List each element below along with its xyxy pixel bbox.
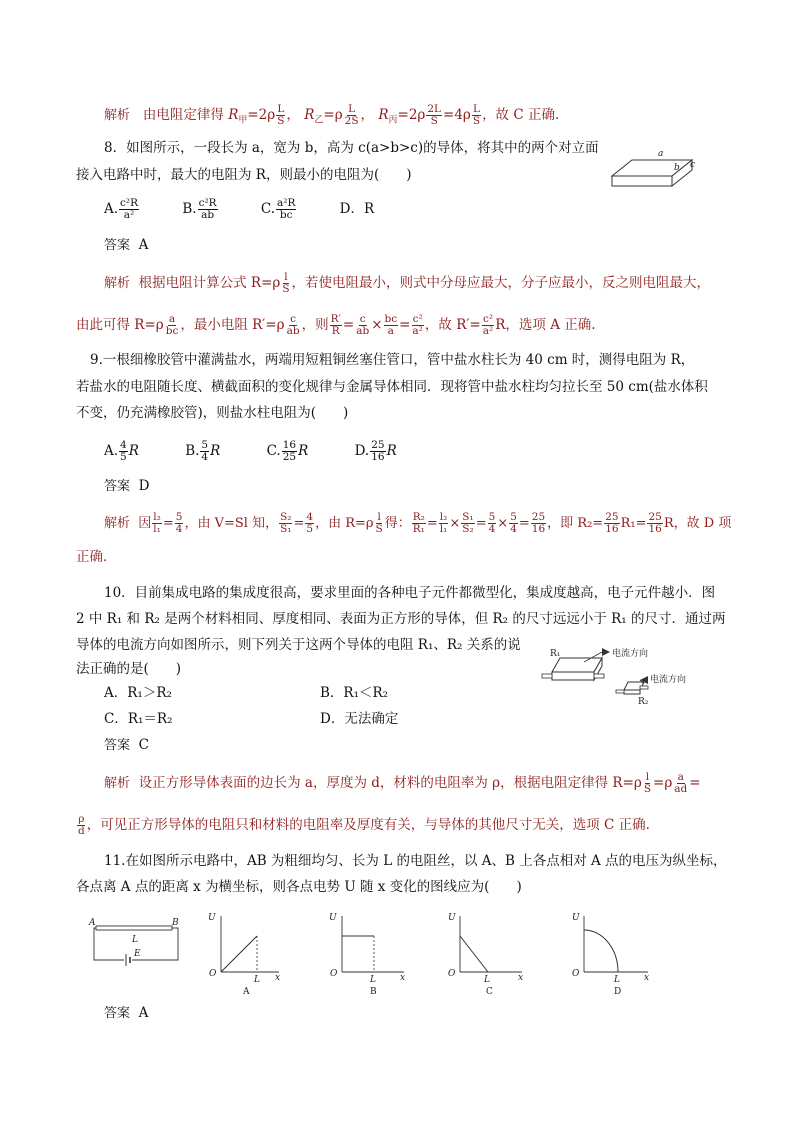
option-d[interactable]: D. $\frac{25}{16}$ R (354, 439, 397, 463)
q9-stem-line-1: 9.一根细橡胶管中灌满盐水，两端用短粗铜丝塞住管口，管中盐水柱长为 40 cm 时，测得电阻为 R， (90, 352, 695, 368)
label-direction-2: 电流方向 (650, 675, 687, 685)
q9-stem-line-2: 若盐水的电阻随长度、横截面积的变化规律与金属导体相同．现将管中盐水柱均匀拉长至 50 cm(盐水体积 (76, 379, 708, 395)
q8-stem-line-2: 接入电路中时，最大的电阻为 R，则最小的电阻为( ) (76, 167, 412, 183)
q10-option-a[interactable]: A．R₁＞R₂ (104, 685, 172, 701)
svg-text:O: O (448, 969, 456, 979)
q9-options (104, 440, 397, 463)
explanation-label: 解析 (104, 108, 131, 123)
option-b[interactable]: B. $\frac{5}{4}$ R (185, 439, 221, 463)
svg-text:O: O (209, 969, 217, 979)
option-c[interactable]: C. $\frac{\text{a²R}}{bc}$ (260, 197, 296, 221)
fraction: $\frac{L}{2S}$ (344, 103, 359, 127)
label-r2: R₂ (638, 697, 649, 707)
q11-stem-line-2: 各点离 A 点的距离 x 为横坐标，则各点电势 U 随 x 变化的图线应为( ) (76, 879, 522, 895)
svg-text:L: L (370, 975, 376, 985)
q11-answer: 答案 A (104, 1005, 149, 1021)
fraction: $\frac{2L}{S}$ (427, 103, 442, 127)
svg-text:U: U (208, 913, 216, 923)
q9-explanation-line-1: 解析 因 $\frac{\text{l₂}}{\text{l₁}}$ = $\frac{5}{4}$ ，由 V=Sl 知， $\frac{\text{S₂}}{\text{S₁}}$ = $\frac{4}{5}$ ，由 R=ρ $\frac{l}{S}$ 得： $\frac{\text{R₂}}{\text{R₁}}$ = $\frac{\text{l₂}}{\text{l₁}}$ × $\frac{\text{S₁}}{\text{S₂}}$ = $\frac{5}{4}$ × $\frac{5}{4}$ = $\frac{25}{16}$ ，即 R₂= $\frac{25}{16}$ R₁= $\frac{25}{16}$ R，故 D 项 (104, 511, 732, 535)
label-L: L (132, 935, 138, 945)
option-c[interactable]: C. $\frac{16}{25}$ R (266, 439, 309, 463)
label-direction-1: 电流方向 (612, 649, 649, 659)
q11-graph-a[interactable] (205, 910, 285, 996)
q11-graph-d[interactable] (570, 910, 660, 996)
svg-text:x: x (275, 973, 281, 983)
q10-explanation-line-2: $\frac{\rho}{d}$ ，可见正方形导体的电阻只和材料的电阻率及厚度有关，与导体的其他尺寸无关，选项 C 正确. (78, 813, 650, 837)
q10-stem-line-2: 2 中 R₁ 和 R₂ 是两个材料相同、厚度相同、表面为正方形的导体，但 R₂ 的尺寸远远小于 R₁ 的尺寸．通过两 (76, 611, 726, 627)
q11-circuit-figure (88, 918, 188, 968)
fraction: $\frac{L}{S}$ (277, 103, 285, 127)
q8-explanation-line-1: 解析 根据电阻计算公式 R=ρ $\frac{l}{S}$ ，若使电阻最小，则式中分母应最大，分子应最小，反之则电阻最大， (104, 271, 711, 295)
option-a[interactable]: A. $\frac{4}{5}$ R (104, 439, 139, 463)
q10-stem-line-3: 导体的电流方向如图所示，则下列关于这两个导体的电阻 R₁、R₂ 关系的说 (76, 637, 521, 653)
q11-graph-c[interactable] (446, 910, 536, 996)
q8-stem-line-1: 8．如图所示，一段长为 a，宽为 b，高为 c(a>b>c)的导体，将其中的两个对立面 (104, 140, 599, 156)
label-c: c (690, 160, 696, 170)
label-E: E (134, 949, 141, 959)
q10-option-d[interactable]: D．无法确定 (320, 711, 399, 727)
label-b: b (674, 163, 680, 173)
graph-a-label: A (243, 987, 250, 997)
label-B: B (172, 918, 179, 928)
label-A: A (89, 918, 96, 928)
q11-stem-line-1: 11.在如图所示电路中，AB 为粗细均匀、长为 L 的电阻丝，以 A、B 上各点相对 A 点的电压为纵坐标， (104, 853, 727, 869)
label-r1: R₁ (550, 649, 561, 659)
graph-c-label: C (486, 987, 493, 997)
svg-text:O: O (330, 969, 338, 979)
graph-b-label: B (370, 987, 377, 997)
svg-text:L: L (614, 975, 620, 985)
q8-block-figure (610, 148, 700, 192)
svg-text:U: U (329, 913, 337, 923)
q9-stem-line-3: 不变，仍充满橡胶管)，则盐水柱电阻为( ) (76, 405, 349, 421)
q11-graph-b[interactable] (324, 910, 414, 996)
svg-text:O: O (572, 969, 580, 979)
q8-answer: 答案 A (104, 237, 149, 253)
graph-d-label: D (614, 987, 622, 997)
option-d[interactable]: D．R (339, 201, 375, 217)
option-a[interactable]: A. $\frac{\text{c²R}}{\text{a²}}$ (104, 197, 139, 221)
svg-text:U: U (572, 913, 580, 923)
q9-answer: 答案 D (104, 478, 150, 494)
q7-explanation: 解析 由电阻定律得 $R_甲=2\rho$ $\frac{L}{S}$ ， $R_乙=\rho$ $\frac{L}{2S}$ ， $R_丙=2\rho$ $\frac{2L}{S}$ =4ρ $\frac{L}{S}$ ，故 C 正确. (104, 103, 560, 127)
q8-options (104, 198, 374, 221)
q10-stem-line-1: 10．目前集成电路的集成度很高，要求里面的各种电子元件都微型化，集成度越高，电子元件越小．图 (104, 585, 716, 601)
q10-conductor-figure (540, 644, 730, 706)
q8-explanation-line-2: 由此可得 R=ρ $\frac{a}{bc}$ ，最小电阻 R′=ρ $\frac{c}{ab}$ ，则 $\frac{R'}{R}$ = $\frac{c}{ab}$ × $\frac{bc}{a}$ = $\frac{\text{c²}}{\text{a²}}$ ，故 R′= $\frac{\text{c²}}{\text{a²}}$ R，选项 A 正确. (76, 313, 596, 337)
q9-explanation-line-2: 正确． (76, 549, 117, 565)
svg-text:x: x (400, 973, 406, 983)
label-a: a (658, 149, 664, 159)
svg-text:L: L (254, 975, 260, 985)
q10-option-c[interactable]: C．R₁＝R₂ (104, 711, 173, 727)
svg-text:L: L (484, 975, 490, 985)
q10-explanation-line-1: 解析 设正方形导体表面的边长为 a，厚度为 d，材料的电阻率为 ρ，根据电阻定律得 R=ρ $\frac{l}{S}$ =ρ $\frac{a}{ad}$ = (104, 771, 701, 795)
svg-text:x: x (644, 973, 650, 983)
q10-stem-line-4: 法正确的是( ) (76, 661, 182, 677)
svg-text:U: U (448, 913, 456, 923)
block-front-face (612, 176, 672, 186)
q10-answer: 答案 C (104, 737, 149, 753)
q10-option-b[interactable]: B．R₁＜R₂ (320, 685, 389, 701)
option-b[interactable]: B. $\frac{\text{c²R}}{ab}$ (182, 197, 217, 221)
fraction: $\frac{L}{S}$ (472, 103, 481, 127)
svg-text:x: x (518, 973, 524, 983)
